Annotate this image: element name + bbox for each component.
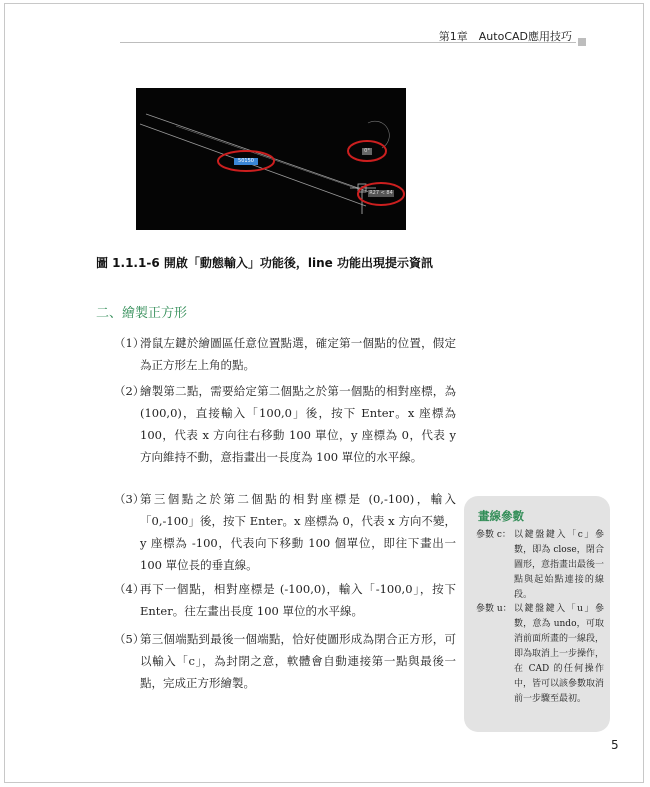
param-label: 參數 c： (476, 530, 511, 540)
step-text: 第三個點之於第二個點的相對座標是 (0,-100)，輸入「0,-100」後，按下 Enter。x 座標為 0，代表 x 方向不變，y 座標為 -100，代表向下移動 100 個單位，即往下畫出一 100 單位長的垂直線。 (140, 492, 456, 572)
param-text: 以鍵盤鍵入「u」參數，意為 undo，可取消前面所畫的一線段，即為取消上一步操作，在 CAD 的任何操作中，皆可以該參數取消前一步驟至最初。 (514, 604, 605, 704)
chapter-title: 第1章 AutoCAD應用技巧 (438, 30, 572, 43)
step-number: （2） (114, 384, 145, 398)
step-text: 第三個端點到最後一個端點，恰好使圖形成為閉合正方形，可以輸入「c」，為封閉之意，軟體會自動連接第一點與最後一點，完成正方形繪製。 (140, 632, 456, 690)
param-c-note (476, 528, 604, 603)
step-item-3 (114, 488, 456, 576)
figure-drawing (136, 88, 406, 230)
dimension-line (176, 126, 364, 191)
step-text: 再下一個點，相對座標是 (-100,0)，輸入「-100,0」，按下 Enter。往左畫出長度 100 單位的水平線。 (140, 582, 456, 618)
coordinate-tooltip: R27 < 84 (369, 190, 393, 196)
angle-tooltip: 0° (362, 148, 372, 155)
step-item-1 (114, 332, 456, 376)
tip-box-title: 畫線參數 (478, 509, 524, 523)
rubber-band-line-lower (140, 124, 366, 206)
page-header (0, 0, 650, 50)
figure-caption: 圖 1.1.1-6 開啟「動態輸入」功能後，line 功能出現提示資訊 (96, 256, 433, 270)
step-item-5 (114, 628, 456, 694)
step-item-4 (114, 578, 456, 622)
header-marker (578, 38, 586, 46)
step-number: （3） (114, 492, 145, 506)
param-text: 以鍵盤鍵入「c」參數，即為 close，閉合圖形，意指畫出最後一點與起始點連接的線段。 (514, 530, 605, 600)
step-text: 繪製第二點，需要給定第二個點之於第一個點的相對座標，為 (100,0)，直接輸入「100,0」後，按下 Enter。x 座標為 100，代表 x 方向往右移動 100 單位，y 座標為 0，代表 y 方向維持不動，意指畫出一長度為 100 單位的水平線。 (140, 384, 456, 464)
step-item-2 (114, 380, 456, 468)
rubber-band-line-upper (146, 114, 381, 196)
param-label: 參數 u： (476, 604, 512, 614)
section-heading: 二、繪製正方形 (96, 306, 188, 321)
tip-box (464, 496, 610, 732)
step-number: （5） (114, 632, 145, 646)
param-u-note (476, 602, 604, 707)
dynamic-input-box: 50150 (234, 158, 258, 165)
step-number: （1） (114, 336, 145, 350)
step-text: 滑鼠左鍵於繪圖區任意位置點選，確定第一個點的位置，假定為正方形左上角的點。 (140, 336, 456, 372)
page-number: 5 (611, 738, 619, 752)
step-number: （4） (114, 582, 145, 596)
autocad-screenshot-figure (136, 88, 406, 230)
header-rule (120, 42, 576, 43)
